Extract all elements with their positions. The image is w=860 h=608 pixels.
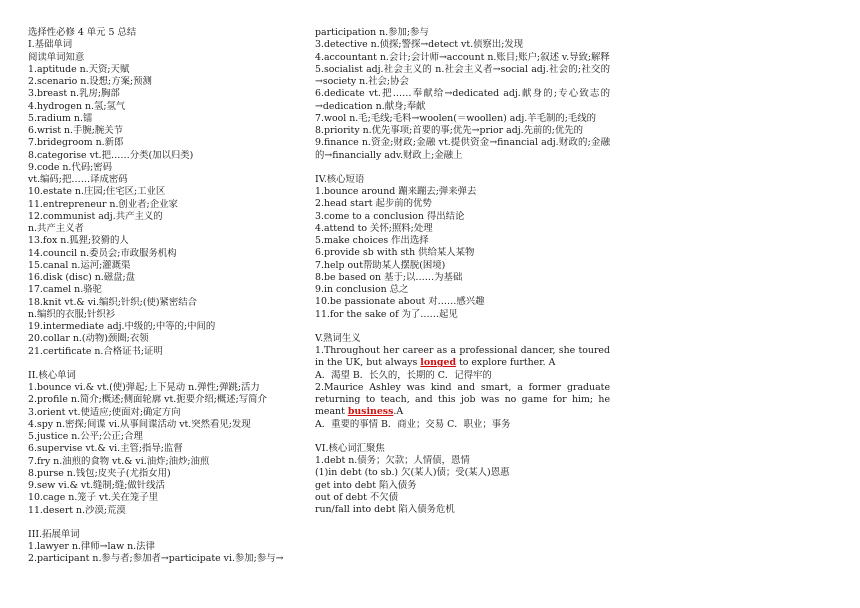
spacer	[315, 431, 610, 443]
spacer	[315, 321, 610, 333]
text-line: 4.spy n.密探;间谍 vi.从事间谍活动 vt.突然看见;发现	[28, 418, 251, 430]
text-line: n.编织的衣服;针织衫	[28, 308, 116, 320]
text-line: 15.canal n.运河;灌溉渠	[28, 259, 131, 271]
text-line: 6.dedicate vt.把……奉献给→dedicated adj.献身的;专心致志的→dedication n.献身;奉献	[315, 88, 610, 112]
text-line: 7.wool n.毛;毛线;毛料→woolen(＝woollen) adj.羊毛制的;毛线的	[315, 112, 597, 124]
text-line: 2.scenario n.设想;方案;预测	[28, 76, 152, 87]
text-line: (1)in debt (to sb.) 欠(某人)债；受(某人)恩惠	[315, 467, 510, 479]
text-line: 1.debt n.债务；欠款；人情债，恩情	[315, 455, 470, 466]
text-line: 6.provide sb with sth 供给某人某物	[315, 247, 475, 259]
familiar-word-new-meaning-section	[315, 333, 610, 431]
text-line: get into debt 陷入债务	[315, 479, 417, 491]
text-line: 4.accountant n.会计;会计师→account n.账目;账户;叙述 v.导致;解释	[315, 51, 610, 63]
text-line: n.共产主义者	[28, 223, 84, 234]
spacer	[28, 358, 298, 370]
text-line: 10.estate n.庄园;住宅区;工业区	[28, 186, 166, 198]
text-line: 20.collar n.(动物)颈圈;衣领	[28, 333, 149, 345]
question-2	[315, 382, 610, 419]
spacer	[315, 162, 610, 174]
right-column	[315, 27, 610, 516]
text-line: 选择性必修 4 单元 5 总结	[28, 27, 137, 38]
text-line: 2.profile n.简介;概述;侧面轮廓 vt.扼要介绍;概述;写简介	[28, 394, 267, 406]
text-line: 13.fox n.狐狸;狡猾的人	[28, 235, 129, 247]
text-line: 阅读单词知意	[28, 51, 85, 63]
text-line: 7.help out帮助某人摆脱(困境)	[315, 259, 446, 271]
question-2-options: A．重要的事情 B．商业；交易 C．职业；事务	[315, 418, 511, 430]
text-line: 17.camel n.骆驼	[28, 284, 102, 296]
text-line: 3.orient vt.使适应;使面对;确定方向	[28, 406, 181, 418]
text-line: 11.desert n.沙漠;荒漠	[28, 504, 126, 516]
text-line: 6.wrist n.手腕;腕关节	[28, 125, 124, 136]
text-line: 2.participant n.参与者;参加者→participate vi.参加;参与→	[28, 553, 284, 565]
left-column	[28, 27, 298, 566]
text-line: 3.come to a conclusion 得出结论	[315, 210, 465, 222]
text-line: 8.priority n.优先事项;首要的事;优先→prior adj.先前的;优先的	[315, 125, 584, 136]
text-line: III.拓展单词	[28, 528, 80, 540]
question-2-text: 2.Maurice Ashley was kind and smart, a former graduate returning to teach, and this job was no game for him; he meant	[315, 381, 610, 418]
text-line: 1.bounce vi.& vt.(使)弹起;上下晃动 n.弹性;弹跳;活力	[28, 382, 260, 393]
text-line: II.核心单词	[28, 369, 76, 381]
question-1-options: A．渴望 B．长久的，长期的 C．记得牢的	[315, 369, 492, 381]
text-line: 8.be based on 基于;以……为基础	[315, 271, 463, 283]
question-2-answer: .A	[393, 406, 404, 418]
text-line: 11.for the sake of 为了……起见	[315, 308, 458, 320]
text-line: 6.supervise vt.& vi.主管;指导;监督	[28, 443, 183, 455]
text-line: 1.bounce around 蹦来蹦去;弹来弹去	[315, 186, 477, 197]
text-line: 14.council n.委员会;市政服务机构	[28, 247, 177, 259]
text-line: 7.fry n.油煎的食物 vt.& vi.油炸;油炒;油煎	[28, 455, 210, 467]
text-line: 4.attend to 关怀;照料;处理	[315, 222, 433, 234]
text-line: out of debt 不欠债	[315, 491, 398, 503]
text-line: 11.entrepreneur n.创业者;企业家	[28, 198, 178, 210]
text-line: 8.purse n.钱包;皮夹子(尤指女用)	[28, 467, 171, 479]
text-line: IV.核心短语	[315, 173, 365, 185]
text-line: vt.编码;把……译成密码	[28, 174, 128, 185]
highlighted-word: business	[347, 406, 394, 418]
text-line: 5.make choices 作出选择	[315, 235, 429, 246]
text-line: 7.bridegroom n.新郎	[28, 137, 124, 149]
section-heading: V.熟词生义	[315, 332, 361, 344]
text-line: 10.cage n.笼子 vt.关在笼子里	[28, 492, 158, 504]
text-line: 16.disk (disc) n.磁盘;盘	[28, 272, 136, 283]
text-line: 1.aptitude n.天资;天赋	[28, 63, 130, 75]
text-line: 8.categorise vt.把……分类(加以归类)	[28, 149, 194, 161]
text-line: 1.lawyer n.律师→law n.法律	[28, 541, 155, 552]
spacer	[28, 517, 298, 529]
text-line: 5.socialist adj.社会主义的 n.社会主义者→social adj.社会的;社交的→society n.社会;协会	[315, 63, 610, 87]
text-line: 9.code n.代码;密码	[28, 161, 113, 173]
question-1-text: 1.Throughout her career as a professional dancer, she toured in the UK, but always	[315, 345, 610, 369]
highlighted-word: longed	[420, 357, 457, 369]
text-line: 9.sew vi.& vt.缝制;缝;做针线活	[28, 480, 165, 491]
text-line: 4.hydrogen n.氢;氢气	[28, 100, 126, 112]
question-1-answer: to explore further. A	[456, 357, 556, 369]
text-line: 21.certificate n.合格证书;证明	[28, 345, 163, 357]
text-line: 2.head start 起步前的优势	[315, 198, 432, 210]
text-line: 10.be passionate about 对……感兴趣	[315, 296, 485, 308]
expansion-words-continued	[315, 27, 610, 162]
text-line: 3.detective n.侦探;警探→detect vt.侦察出;发现	[315, 39, 524, 51]
text-line: 19.intermediate adj.中级的;中等的;中间的	[28, 321, 216, 332]
text-line: 3.breast n.乳房;胸部	[28, 88, 120, 100]
text-line: VI.核心词汇聚焦	[315, 442, 385, 454]
text-line: I.基础单词	[28, 39, 73, 51]
text-line: 18.knit vt.& vi.编织;针织;(使)紧密结合	[28, 296, 198, 308]
core-phrases-section	[315, 174, 610, 321]
text-line: run/fall into debt 陷入债务危机	[315, 504, 455, 515]
text-line: 5.radium n.镭	[28, 112, 93, 124]
text-line: 5.justice n.公平;公正;合理	[28, 431, 143, 442]
question-1	[315, 345, 610, 370]
text-line: participation n.参加;参与	[315, 27, 429, 38]
text-line: 9.finance n.资金;财政;金融 vt.提供资金→financial adj.财政的;金融的→financially adv.财政上;金融上	[315, 137, 610, 161]
text-line: 9.in conclusion 总之	[315, 284, 409, 295]
text-line: 12.communist adj.共产主义的	[28, 210, 163, 222]
core-vocabulary-focus-section	[315, 443, 610, 517]
